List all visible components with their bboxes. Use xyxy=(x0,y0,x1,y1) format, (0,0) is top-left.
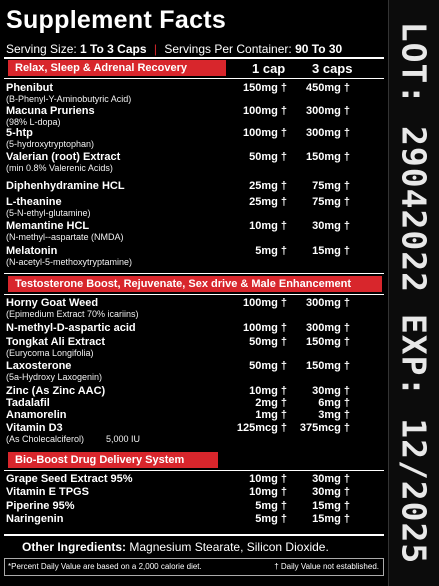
column-header-3-caps: 3 caps xyxy=(312,61,353,76)
amount-1-cap: 50mg † xyxy=(249,151,287,163)
serving-line xyxy=(6,42,384,56)
amount-3-caps: 300mg † xyxy=(305,322,350,334)
ingredient-row xyxy=(6,245,384,267)
ingredient-description xyxy=(6,309,384,319)
column-header-1-cap: 1 cap xyxy=(252,61,286,76)
ingredient-description-text: (98% L-dopa) xyxy=(6,117,61,127)
ingredient-name: Diphenhydramine HCL xyxy=(6,180,125,192)
ingredient-description xyxy=(6,434,384,444)
ingredient-description xyxy=(6,348,384,358)
ingredient-row xyxy=(6,180,384,192)
divider xyxy=(4,294,384,295)
amount-1-cap: 5mg † xyxy=(255,513,287,525)
ingredient-row xyxy=(6,397,384,409)
amount-1-cap: 100mg † xyxy=(242,105,287,117)
ingredient-row xyxy=(6,151,384,173)
ingredient-description-text: (5-hydroxytryptophan) xyxy=(6,139,95,149)
ingredient-description-text: (5a-Hydroxy Laxogenin) xyxy=(6,372,103,382)
amount-1-cap: 25mg † xyxy=(249,180,287,192)
ingredient-name: Naringenin xyxy=(6,513,64,525)
ingredient-iu: 5,000 IU xyxy=(106,434,141,444)
lot-expiry-stamp xyxy=(390,8,438,578)
ingredient-row xyxy=(6,473,384,485)
ingredient-name: Anamorelin xyxy=(6,409,67,421)
ingredient-row xyxy=(6,486,384,498)
other-ingredients-label: Other Ingredients: xyxy=(22,540,127,554)
ingredient-description-text: (min 0.8% Valerenic Acids) xyxy=(6,163,113,173)
panel-title: Supplement Facts xyxy=(6,6,227,34)
amount-3-caps: 15mg † xyxy=(312,245,350,257)
ingredient-name: Vitamin D3 xyxy=(6,422,63,434)
amount-1-cap: 150mg † xyxy=(242,82,287,94)
amount-3-caps: 6mg † xyxy=(318,397,350,409)
section-heading: Relax, Sleep & Adrenal Recovery xyxy=(8,60,226,76)
ingredient-name: Melatonin xyxy=(6,245,58,257)
ingredient-row xyxy=(6,500,384,512)
ingredient-row xyxy=(6,105,384,127)
divider xyxy=(4,534,384,536)
ingredient-name: Phenibut xyxy=(6,82,54,94)
amount-1-cap: 5mg † xyxy=(255,245,287,257)
amount-1-cap: 10mg † xyxy=(249,486,287,498)
ingredient-row xyxy=(6,513,384,525)
servings-per-container-label: Servings Per Container: xyxy=(164,42,292,56)
amount-1-cap: 50mg † xyxy=(249,336,287,348)
amount-3-caps: 300mg † xyxy=(305,127,350,139)
ingredient-name: Valerian (root) Extract xyxy=(6,151,121,163)
ingredient-name: 5-htp xyxy=(6,127,33,139)
amount-1-cap: 125mcg † xyxy=(236,422,287,434)
footnote-not-established: † Daily Value not established. xyxy=(274,562,379,571)
ingredient-name: Memantine HCL xyxy=(6,220,90,232)
divider xyxy=(4,78,384,79)
footnote-box xyxy=(4,558,384,576)
ingredient-row xyxy=(6,360,384,382)
ingredient-description-text: (5-N-ethyl-glutamine) xyxy=(6,208,91,218)
amount-3-caps: 30mg † xyxy=(312,220,350,232)
amount-1-cap: 10mg † xyxy=(249,220,287,232)
amount-3-caps: 150mg † xyxy=(305,360,350,372)
ingredient-name: Horny Goat Weed xyxy=(6,297,99,309)
ingredient-description-text: (As Cholecalciferol) xyxy=(6,434,85,444)
amount-3-caps: 75mg † xyxy=(312,196,350,208)
ingredient-name: Vitamin E TPGS xyxy=(6,486,89,498)
ingredient-description xyxy=(6,139,384,149)
ingredient-row xyxy=(6,322,384,334)
ingredient-name: Tadalafil xyxy=(6,397,50,409)
amount-1-cap: 25mg † xyxy=(249,196,287,208)
amount-3-caps: 150mg † xyxy=(305,151,350,163)
amount-1-cap: 100mg † xyxy=(242,297,287,309)
ingredient-name: Grape Seed Extract 95% xyxy=(6,473,133,485)
other-ingredients-value: Magnesium Stearate, Silicon Dioxide. xyxy=(129,540,329,554)
amount-3-caps: 15mg † xyxy=(312,500,350,512)
serving-size-label: Serving Size: xyxy=(6,42,77,56)
section-heading: Testosterone Boost, Rejuvenate, Sex drive & Male Enhancement xyxy=(8,276,382,292)
ingredient-name: Laxosterone xyxy=(6,360,72,372)
ingredient-description xyxy=(6,94,384,104)
ingredient-row xyxy=(6,127,384,149)
amount-3-caps: 15mg † xyxy=(312,513,350,525)
amount-1-cap: 10mg † xyxy=(249,473,287,485)
ingredient-description-text: (B-Phenyl-Y-Aminobutyric Acid) xyxy=(6,94,132,104)
ingredient-description xyxy=(6,257,384,267)
amount-3-caps: 300mg † xyxy=(305,105,350,117)
divider xyxy=(4,470,384,471)
ingredient-description xyxy=(6,208,384,218)
ingredient-row xyxy=(6,82,384,104)
amount-3-caps: 150mg † xyxy=(305,336,350,348)
amount-3-caps: 75mg † xyxy=(312,180,350,192)
ingredient-row xyxy=(6,297,384,319)
amount-3-caps: 375mcg † xyxy=(299,422,350,434)
serving-size-value: 1 To 3 Caps xyxy=(80,42,147,56)
amount-3-caps: 3mg † xyxy=(318,409,350,421)
ingredient-description xyxy=(6,163,384,173)
divider xyxy=(4,273,384,274)
amount-1-cap: 2mg † xyxy=(255,397,287,409)
ingredient-row xyxy=(6,385,384,397)
amount-3-caps: 30mg † xyxy=(312,385,350,397)
amount-1-cap: 1mg † xyxy=(255,409,287,421)
ingredient-name: Zinc (As Zinc AAC) xyxy=(6,385,106,397)
section-heading: Bio-Boost Drug Delivery System xyxy=(8,452,218,468)
ingredient-row xyxy=(6,220,384,242)
amount-3-caps: 450mg † xyxy=(305,82,350,94)
ingredient-row xyxy=(6,336,384,358)
ingredient-name: Macuna Pruriens xyxy=(6,105,95,117)
amount-1-cap: 50mg † xyxy=(249,360,287,372)
other-ingredients xyxy=(22,540,329,554)
serving-separator: | xyxy=(153,42,157,56)
ingredient-description xyxy=(6,232,384,242)
ingredient-name: Tongkat Ali Extract xyxy=(6,336,106,348)
footnote-daily-value: *Percent Daily Value are based on a 2,000 calorie diet. xyxy=(8,562,202,571)
amount-3-caps: 30mg † xyxy=(312,473,350,485)
ingredient-name: L-theanine xyxy=(6,196,62,208)
ingredient-description-text: (N-acetyl-5-methoxytryptamine) xyxy=(6,257,133,267)
ingredient-description-text: (N-methyl--aspartate (NMDA) xyxy=(6,232,124,242)
amount-1-cap: 100mg † xyxy=(242,322,287,334)
ingredient-description xyxy=(6,372,384,382)
amount-3-caps: 30mg † xyxy=(312,486,350,498)
ingredient-name: Piperine 95% xyxy=(6,500,75,512)
amount-3-caps: 300mg † xyxy=(305,297,350,309)
amount-1-cap: 10mg † xyxy=(249,385,287,397)
servings-per-container-value: 90 To 30 xyxy=(295,42,343,56)
divider xyxy=(4,57,384,59)
amount-1-cap: 5mg † xyxy=(255,500,287,512)
ingredient-name: N-methyl-D-aspartic acid xyxy=(6,322,136,334)
ingredient-description xyxy=(6,117,384,127)
amount-1-cap: 100mg † xyxy=(242,127,287,139)
ingredient-row xyxy=(6,196,384,218)
ingredient-row xyxy=(6,422,384,444)
lot-expiry-text: LOT: 29042022 EXP: 12/2025 xyxy=(394,21,434,565)
ingredient-description-text: (Eurycoma Longifolia) xyxy=(6,348,94,358)
ingredient-row xyxy=(6,409,384,421)
ingredient-description-text: (Epimedium Extract 70% icariins) xyxy=(6,309,139,319)
